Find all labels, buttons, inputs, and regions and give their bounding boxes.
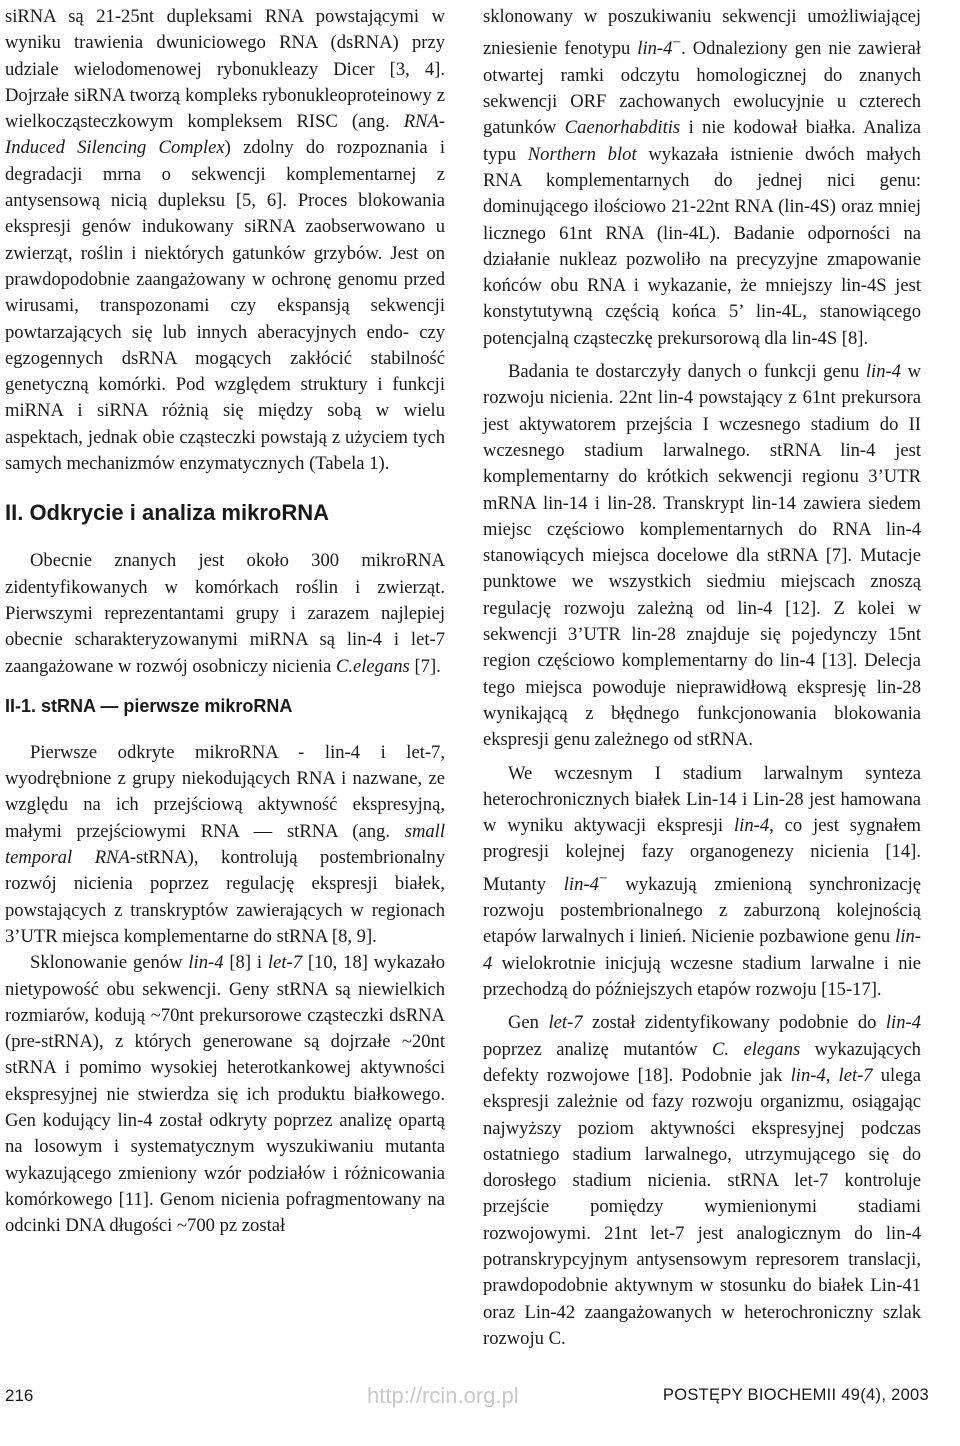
page-number: 216 bbox=[5, 1386, 34, 1405]
right-column bbox=[483, 4, 921, 1352]
left-column bbox=[5, 4, 445, 1239]
source-url: http://rcin.org.pl bbox=[367, 1383, 519, 1408]
subsection-heading: II-1. stRNA — pierwsze mikroRNA bbox=[5, 695, 293, 716]
paragraph: Obecnie znanych jest około 300 mikroRNA zidentyfikowanych w komórkach roślin i zwierząt. Pierwszymi reprezentantami grupy i zarazem najlepiej obecnie scharakteryzowanymi miRNA są lin-4 i let-7 zaangażowane w rozwój osobniczy nicienia C.elegans [7]. bbox=[5, 550, 445, 677]
section-heading: II. Odkrycie i analiza mikroRNA bbox=[5, 500, 330, 526]
paragraph: Badania te dostarczyły danych o funkcji genu lin-4 w rozwoju nicienia. 22nt lin-4 powstający z 61nt prekursora jest aktywatorem przejścia I wczesnego stadium do II wczesnego stadium larwalnego. stRNA lin-4 jest komplementarny do krótkich sekwencji regionu 3’UTR mRNA lin-14 i lin-28. Transkrypt lin-14 zawiera siedem miejsc częściowo komplementarnych do RNA lin-4 stanowiących miejsca docelowe dla stRNA [7]. Mutacje punktowe we wszystkich siedmiu miejscach znoszą regulację rozwoju zależną od lin-4 [12]. Z kolei w sekwencji 3’UTR lin-28 znajduje się pojedynczy 15nt region częściowo komplementarny do lin-4 [13]. Delecja tego miejsca powoduje nieprawidłową ekspresję lin-28 wynikającą z błędnego funkcjonowania blokowania ekspresji genu zależnego od stRNA. bbox=[483, 361, 921, 751]
paragraph: We wczesnym I stadium larwalnym synteza heterochronicznych białek Lin-14 i Lin-28 jest hamowana w wyniku aktywacji ekspresji lin-4, co jest sygnałem progresji kolejnej fazy organogenezy nicienia [14]. Mutanty lin-4− wykazują zmienioną synchronizację rozwoju postembrionalnego z zaburzoną kolejnością etapów larwalnych i linień. Nicienie pozbawione genu lin-4 wielokrotnie inicjują wczesne stadium larwalne i nie przechodzą do późniejszych etapów rozwoju [15-17]. bbox=[483, 762, 921, 1001]
paragraph: Gen let-7 został zidentyfikowany podobnie do lin-4 poprzez analizę mutantów C. elegans wykazujących defekty rozwojowe [18]. Podobnie jak lin-4, let-7 ulega ekspresji zależnie od fazy rozwoju organizmu, osiągając najwyższy poziom aktywności ekspresyjnej podczas ostatniego stadium larwalnego, utrzymującego się do dorosłego stadium nicienia. stRNA let-7 kontroluje przejście pomiędzy wymienionymi stadiami rozwojowymi. 21nt let-7 jest analogicznym do lin-4 potranskrypcyjnym antysensowym represorem translacji, prawdopodobnie aktywnym w stosunku do białek Lin-41 oraz Lin-42 zaangażowanych w heterochroniczny szlak rozwoju C. bbox=[483, 1012, 922, 1349]
paragraph: sklonowany w poszukiwaniu sekwencji umożliwiającej zniesienie fenotypu lin-4−. Odnaleziony gen nie zawierał otwartej ramki odczytu homologicznej do znanych sekwencji ORF zachowanych ewolucyjnie u czterech gatunków Caenorhabditis i nie kodował białka. Analiza typu Northern blot wykazała istnienie dwóch małych RNA komplementarnych do jednej nici genu: dominującego ilościowo 21-22nt RNA (lin-4S) oraz mniej licznego 61nt RNA (lin-4L). Badanie odporności na działanie nukleaz pozwoliło na precyzyjne zmapowanie końców obu RNA i wykazanie, że mniejszy lin-4S jest konstytutywną częścią końca 5’ lin-4L, stanowiącego potencjalną cząsteczkę prekursorową dla lin-4S [8]. bbox=[483, 6, 921, 349]
paragraph: Pierwsze odkryte mikroRNA - lin-4 i let-7, wyodrębnione z grupy niekodujących RNA i nazwane, ze względu na ich przejściową aktywność ekspresyjną, małymi przejściowymi RNA — stRNA (ang. small temporal RNA-stRNA), kontrolują postembrionalny rozwój nicienia poprzez regulację ekspresji białek, powstających z transkryptów zawierających w regionach 3’UTR miejsca komplementarne do stRNA [8, 9]. bbox=[5, 741, 446, 947]
journal-citation: POSTĘPY BIOCHEMII 49(4), 2003 bbox=[662, 1386, 929, 1404]
paragraph: siRNA są 21-25nt dupleksami RNA powstającymi w wyniku trawienia dwuniciowego RNA (dsRNA) przy udziale wielodomenowej rybonukleazy Dicer [3, 4]. Dojrzałe siRNA tworzą kompleks rybonukleoproteinowy z wielkocząsteczkowym kompleksem RISC (ang. RNA-Induced Silencing Complex) zdolny do rozpoznania i degradacji mrna o sekwencji komplementarnej z antysensową nicią dupleksu [5, 6]. Proces blokowania ekspresji genów indukowany siRNA zaobserwowano u zwierząt, roślin i niektórych gatunków grzybów. Jest on prawdopodobnie zaangażowany w ochronę genomu przed wirusami, transpozonami czy ekspansją sekwencji powtarzających się lub innych aberacyjnych endo- czy egzogennych dsRNA mogących zakłócić stabilność genetyczną komórki. Pod względem struktury i funkcji miRNA i siRNA różnią się między sobą w wielu aspektach, jednak obie cząsteczki powstają z użyciem tych samych mechanizmów enzymatycznych (Tabela 1). bbox=[5, 6, 446, 475]
paragraph: Sklonowanie genów lin-4 [8] i let-7 [10, 18] wykazało nietypowość obu sekwencji. Geny stRNA są niewielkich rozmiarów, kodują ~70nt prekursorowe cząsteczki dsRNA (pre-stRNA), z których generowane są dojrzałe ~20nt stRNA i pomimo wysokiej heterotkankowej aktywności ekspresyjnej nie stwierdza się ich produktu białkowego. Gen kodujący lin-4 został odkryty poprzez analizę opartą na losowym i systematycznym wyszukiwaniu mutanta wykazującego zmieniony wzór podziałów i różnicowania komórkowego [11]. Genom nicienia pofragmentowany na odcinki DNA długości ~700 pz został bbox=[5, 952, 446, 1237]
